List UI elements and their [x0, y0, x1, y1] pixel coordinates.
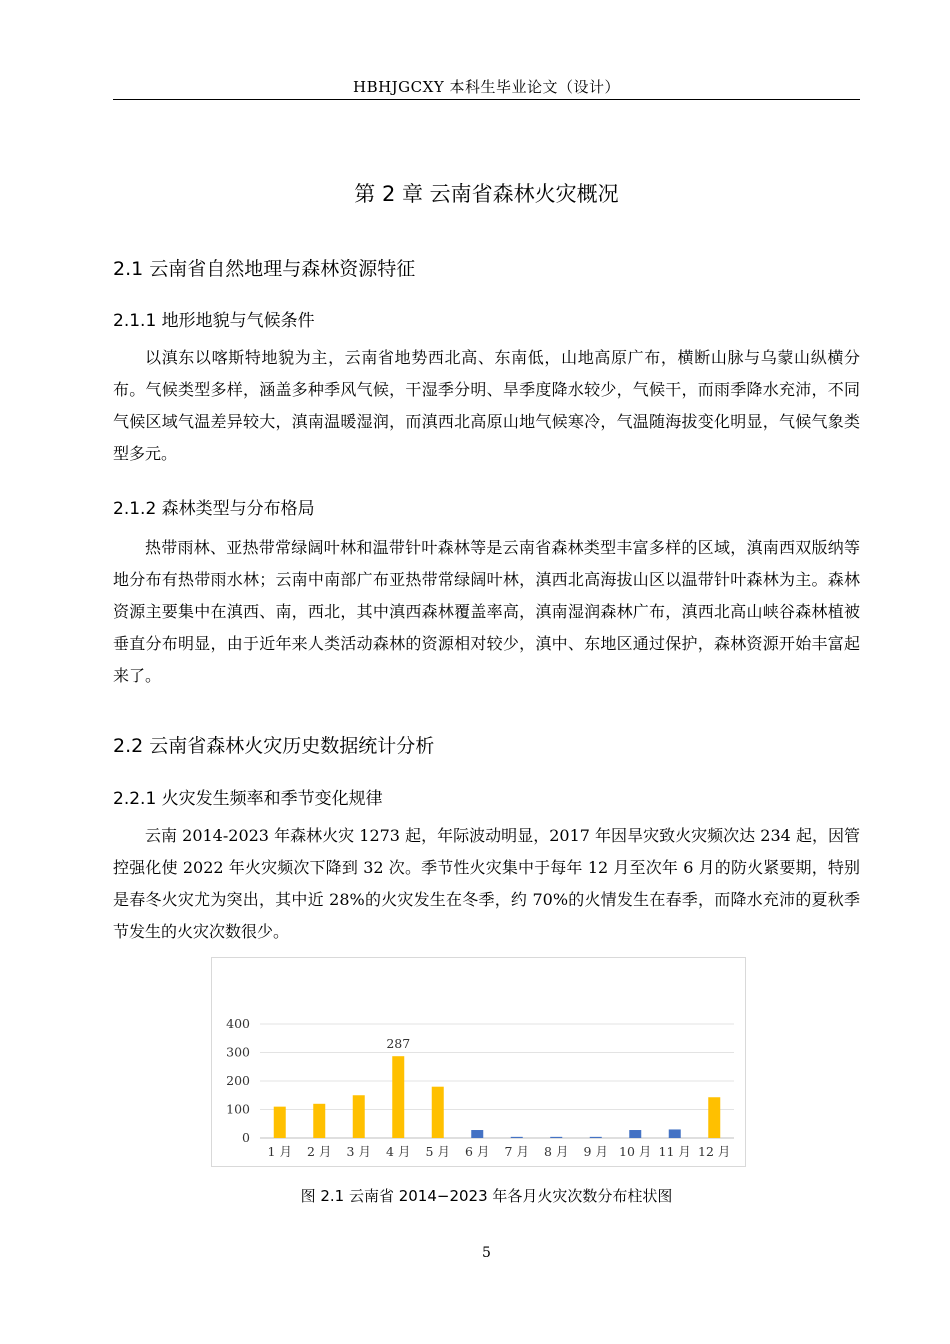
y-tick-label: 100 — [226, 1101, 250, 1117]
bar — [471, 1130, 483, 1138]
x-tick-label: 5 月 — [425, 1144, 450, 1159]
x-tick-label: 3 月 — [346, 1144, 371, 1159]
paragraph-fire-frequency: 云南 2014-2023 年森林火灾 1273 起，年际波动明显，2017 年因旱灾致火灾频次达 234 起，因管控强化使 2022 年火灾频次下降到 32 次。季节性火灾集中于每年 12 月至次年 6 月的防火紧要期，特别是春冬火灾尤为突出，其中近 28%的火灾发生在冬季，约 70%的火情发生在春季，而降水充沛的夏秋季节发生的火灾次数很少。 — [113, 826, 860, 941]
bar — [274, 1107, 286, 1138]
bar — [511, 1137, 523, 1138]
x-tick-label: 2 月 — [307, 1144, 332, 1159]
x-tick-label: 11 月 — [658, 1144, 691, 1159]
x-tick-label: 10 月 — [619, 1144, 652, 1159]
x-tick-label: 9 月 — [583, 1144, 608, 1159]
paragraph-forest-distribution: 热带雨林、亚热带常绿阔叶林和温带针叶森林等是云南省森林类型丰富多样的区域，滇南西双版纳等地分布有热带雨水林；云南中南部广布亚热带常绿阔叶林，滇西北高海拔山区以温带针叶森林为主。森林资源主要集中在滇西、南，西北，其中滇西森林覆盖率高，滇南湿润森林广布，滇西北高山峡谷森林植被垂直分布明显，由于近年来人类活动森林的资源相对较少，滇中、东地区通过保护，森林资源开始丰富起来了。 — [113, 538, 860, 685]
bar — [669, 1129, 681, 1138]
y-tick-label: 300 — [226, 1044, 250, 1060]
y-tick-label: 200 — [226, 1073, 250, 1088]
section-heading-2-2: 2.2 云南省森林火灾历史数据统计分析 — [113, 735, 435, 757]
chart-canvas — [212, 958, 747, 1168]
x-tick-label: 6 月 — [465, 1144, 490, 1159]
x-tick-label: 1 月 — [267, 1144, 292, 1159]
page-number: 5 — [482, 1245, 491, 1261]
bar — [629, 1130, 641, 1138]
bar — [590, 1137, 602, 1138]
x-tick-label: 12 月 — [698, 1144, 731, 1159]
x-tick-label: 8 月 — [544, 1144, 569, 1159]
bar — [550, 1137, 562, 1138]
running-header: HBHJGCXY 本科生毕业论文（设计） — [352, 78, 620, 96]
x-tick-label: 7 月 — [504, 1144, 529, 1159]
subsection-heading-2-2-1: 2.2.1 火灾发生频率和季节变化规律 — [113, 789, 383, 809]
chapter-title: 第 2 章 云南省森林火灾概况 — [354, 182, 619, 206]
bar — [313, 1104, 325, 1138]
y-tick-label: 0 — [242, 1130, 250, 1145]
bar — [432, 1087, 444, 1138]
y-tick-label: 400 — [226, 1016, 250, 1031]
paragraph-terrain-climate: 以滇东以喀斯特地貌为主，云南省地势西北高、东南低，山地高原广布，横断山脉与乌蒙山纵横分布。气候类型多样，涵盖多种季风气候，干湿季分明、旱季度降水较少，气候干，而雨季降水充沛，不同气候区域气温差异较大，滇南温暖湿润，而滇西北高原山地气候寒冷，气温随海拔变化明显，气候气象类型多元。 — [113, 348, 860, 463]
subsection-heading-2-1-1: 2.1.1 地形地貌与气候条件 — [113, 311, 315, 331]
figure-caption: 图 2.1 云南省 2014−2023 年各月火灾次数分布柱状图 — [300, 1187, 673, 1205]
data-label: 287 — [386, 1036, 411, 1052]
header-rule — [113, 99, 860, 100]
monthly-fire-bar-chart — [211, 957, 746, 1167]
bar — [708, 1097, 720, 1138]
bar — [392, 1056, 404, 1138]
bar — [353, 1095, 365, 1138]
section-heading-2-1: 2.1 云南省自然地理与森林资源特征 — [113, 258, 416, 280]
x-tick-label: 4 月 — [386, 1144, 411, 1159]
subsection-heading-2-1-2: 2.1.2 森林类型与分布格局 — [113, 499, 315, 519]
